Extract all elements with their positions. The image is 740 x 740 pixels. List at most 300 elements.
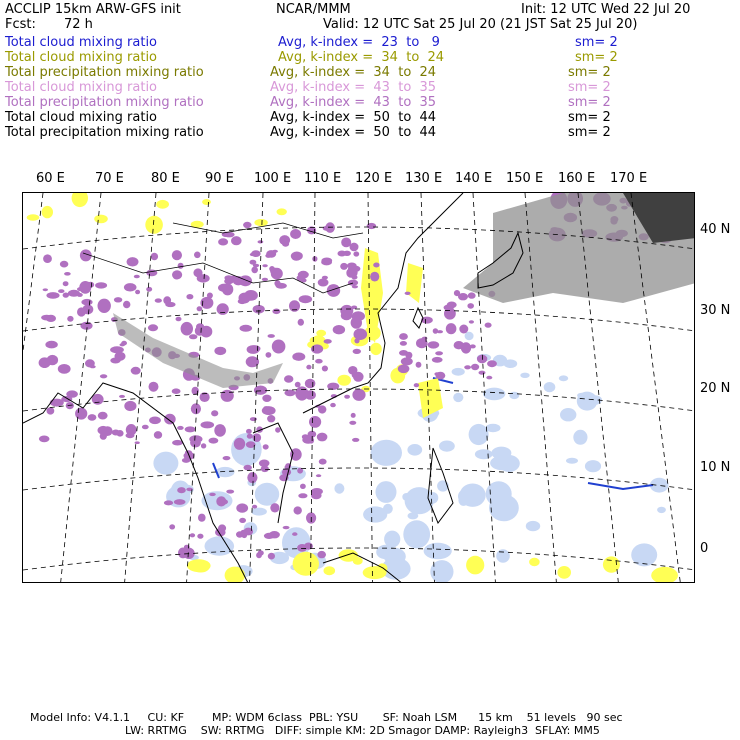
cloud-purple bbox=[263, 406, 269, 410]
lon-label: 150 E bbox=[506, 171, 544, 186]
cloud-purple bbox=[217, 303, 229, 315]
cloud-purple bbox=[131, 367, 141, 375]
cloud-purple bbox=[190, 533, 195, 537]
cloud-purple bbox=[398, 365, 410, 374]
cloud-purple bbox=[279, 235, 290, 245]
cloud-purple bbox=[297, 544, 307, 552]
cloud-purple bbox=[95, 282, 107, 288]
cloud-purple bbox=[444, 308, 456, 320]
cloud-purple bbox=[83, 304, 94, 314]
cloud-purple bbox=[341, 238, 351, 248]
cloud-light-blue bbox=[496, 549, 510, 562]
cloud-purple bbox=[399, 333, 408, 340]
cloud-purple bbox=[45, 341, 57, 349]
cloud-purple bbox=[459, 325, 468, 334]
cloud-purple bbox=[100, 374, 107, 378]
legend-range: Avg, k-index = 34 to 24 bbox=[270, 65, 437, 80]
cloud-purple bbox=[211, 410, 218, 416]
cloud-purple bbox=[469, 320, 474, 323]
legend-field: Total cloud mixing ratio bbox=[5, 110, 158, 125]
cloud-purple bbox=[88, 414, 97, 421]
legend-smoothing: sm= 2 bbox=[575, 50, 618, 65]
cloud-purple bbox=[299, 295, 312, 303]
cloud-light-blue bbox=[255, 483, 279, 506]
cloud-purple bbox=[221, 390, 234, 402]
cloud-yellow bbox=[466, 556, 484, 575]
cloud-purple bbox=[487, 360, 497, 367]
cloud-purple bbox=[262, 278, 268, 281]
cloud-light-blue bbox=[334, 483, 344, 493]
cloud-purple bbox=[222, 283, 233, 295]
cloud-purple bbox=[252, 505, 257, 509]
legend-field: Total cloud mixing ratio bbox=[5, 35, 158, 50]
cloud-purple bbox=[251, 250, 260, 257]
cloud-purple bbox=[247, 472, 257, 483]
cloud-yellow bbox=[27, 214, 40, 220]
cloud-purple bbox=[352, 438, 359, 442]
cloud-purple bbox=[312, 256, 317, 262]
cloud-light-blue bbox=[376, 481, 397, 503]
cloud-purple bbox=[352, 389, 365, 401]
cloud-purple bbox=[353, 349, 361, 354]
cloud-light-blue bbox=[585, 460, 601, 472]
legend-range: Avg, k-index = 50 to 44 bbox=[270, 110, 437, 125]
cloud-light-blue bbox=[153, 452, 178, 475]
cloud-light-blue bbox=[559, 375, 568, 381]
cloud-purple bbox=[43, 254, 52, 263]
cloud-light-blue bbox=[566, 458, 578, 464]
cloud-purple bbox=[324, 339, 332, 344]
cloud-purple bbox=[174, 499, 186, 505]
cloud-purple bbox=[256, 552, 262, 558]
legend-smoothing: sm= 2 bbox=[568, 125, 611, 140]
cloud-light-blue bbox=[452, 368, 465, 376]
cloud-purple bbox=[272, 309, 280, 315]
cloud-purple bbox=[224, 275, 232, 280]
cloud-yellow bbox=[337, 375, 351, 386]
cloud-light-blue bbox=[363, 506, 387, 522]
cloud-purple bbox=[351, 306, 357, 310]
cloud-yellow bbox=[202, 199, 211, 205]
cloud-purple bbox=[268, 553, 275, 560]
cloud-light-blue bbox=[509, 392, 519, 399]
cloud-purple bbox=[354, 328, 368, 340]
cloud-purple bbox=[247, 434, 253, 439]
legend-range: Avg, k-index = 50 to 44 bbox=[270, 125, 437, 140]
taiwan-coast bbox=[413, 308, 423, 328]
cloud-purple bbox=[119, 395, 125, 398]
cloud-purple bbox=[223, 456, 231, 460]
cloud-purple bbox=[67, 316, 73, 322]
cloud-light-blue bbox=[205, 536, 235, 555]
legend-smoothing: sm= 2 bbox=[568, 110, 611, 125]
cloud-purple bbox=[479, 371, 486, 375]
cloud-purple bbox=[464, 365, 471, 369]
cloud-purple bbox=[240, 325, 253, 332]
cloud-purple bbox=[322, 366, 328, 372]
cloud-purple bbox=[142, 425, 149, 430]
cloud-purple bbox=[309, 416, 321, 428]
cloud-purple bbox=[243, 222, 251, 228]
cloud-purple bbox=[354, 338, 359, 343]
lat-label: 20 N bbox=[700, 381, 731, 396]
cloud-purple bbox=[302, 434, 309, 439]
cloud-purple bbox=[209, 493, 216, 496]
cloud-purple bbox=[253, 433, 262, 442]
cloud-purple bbox=[196, 323, 204, 330]
cloud-purple bbox=[135, 441, 140, 444]
lat-label: 40 N bbox=[700, 222, 731, 237]
cloud-purple bbox=[46, 315, 52, 320]
cloud-yellow bbox=[42, 206, 53, 218]
lat-label: 30 N bbox=[700, 303, 731, 318]
cloud-purple bbox=[268, 334, 275, 338]
cloud-purple bbox=[347, 267, 358, 277]
cloud-purple bbox=[246, 429, 252, 434]
cloud-purple bbox=[241, 530, 248, 535]
cloud-purple bbox=[236, 503, 248, 512]
cloud-purple bbox=[63, 293, 69, 298]
cloud-yellow bbox=[339, 549, 358, 561]
cloud-purple bbox=[295, 390, 300, 395]
cloud-yellow bbox=[187, 559, 211, 572]
cloud-purple bbox=[80, 322, 92, 330]
cloud-purple bbox=[325, 222, 335, 233]
cloud-light-blue bbox=[573, 430, 587, 445]
cloud-purple bbox=[258, 240, 264, 243]
cloud-purple bbox=[267, 415, 275, 422]
cloud-purple bbox=[454, 341, 464, 349]
lon-label: 160 E bbox=[558, 171, 596, 186]
cloud-light-blue bbox=[403, 520, 430, 548]
cloud-purple bbox=[201, 443, 206, 448]
lon-label: 120 E bbox=[355, 171, 393, 186]
cloud-purple bbox=[309, 439, 314, 444]
cloud-yellow bbox=[293, 552, 319, 576]
cloud-purple bbox=[98, 426, 109, 435]
cloud-purple bbox=[164, 414, 176, 425]
cloud-yellow bbox=[277, 208, 287, 215]
cloud-purple bbox=[226, 490, 234, 494]
cloud-light-blue bbox=[490, 456, 514, 471]
cloud-yellow bbox=[254, 219, 267, 226]
cloud-purple bbox=[190, 438, 201, 447]
cloud-purple bbox=[186, 294, 193, 299]
cloud-purple bbox=[169, 524, 175, 529]
cloud-purple bbox=[58, 364, 71, 374]
cloud-purple bbox=[351, 413, 356, 418]
cloud-purple bbox=[266, 250, 276, 258]
cloud-yellow bbox=[406, 263, 423, 303]
cloud-purple bbox=[120, 343, 126, 346]
cloud-purple bbox=[98, 299, 111, 313]
cloud-light-blue bbox=[486, 424, 501, 432]
cloud-yellow bbox=[94, 215, 108, 224]
map-panel bbox=[22, 192, 695, 583]
cloud-purple bbox=[39, 357, 51, 368]
cloud-purple bbox=[110, 346, 124, 353]
cloud-purple bbox=[39, 436, 50, 443]
cloud-purple bbox=[60, 261, 68, 268]
cloud-purple bbox=[154, 431, 162, 439]
cloud-light-blue bbox=[384, 531, 400, 548]
cloud-purple bbox=[317, 433, 328, 442]
cloud-purple bbox=[239, 518, 246, 523]
cloud-purple bbox=[317, 551, 326, 558]
cloud-light-blue bbox=[424, 543, 452, 560]
cloud-purple bbox=[244, 465, 252, 471]
cloud-purple bbox=[124, 401, 136, 411]
cloud-yellow bbox=[529, 558, 540, 566]
cloud-purple bbox=[348, 280, 358, 286]
cloud-purple bbox=[405, 352, 412, 359]
cloud-purple bbox=[318, 279, 329, 287]
cloud-purple bbox=[124, 283, 137, 291]
cloud-purple bbox=[263, 444, 269, 449]
cloud-purple bbox=[485, 323, 492, 328]
cloud-purple bbox=[352, 372, 361, 379]
lon-label: 170 E bbox=[610, 171, 648, 186]
cloud-purple bbox=[321, 258, 332, 264]
cloud-purple bbox=[298, 271, 309, 279]
cloud-purple bbox=[486, 376, 492, 380]
init-time: Init: 12 UTC Wed 22 Jul 20 bbox=[521, 2, 691, 17]
cloud-purple bbox=[85, 282, 91, 287]
cloud-purple bbox=[405, 292, 411, 295]
cloud-light-blue bbox=[504, 359, 518, 368]
cloud-purple bbox=[270, 268, 278, 275]
cloud-purple bbox=[294, 506, 302, 514]
cloud-purple bbox=[165, 302, 175, 307]
cloud-purple bbox=[437, 330, 443, 333]
cloud-purple bbox=[283, 526, 290, 529]
legend-range: Avg, k-index = 23 to 9 bbox=[278, 35, 440, 50]
model-info-line1: Model Info: V4.1.1 CU: KF MP: WDM 6class PBL: YSU SF: Noah LSM 15 km 51 levels 90 sec bbox=[30, 711, 623, 724]
cloud-purple bbox=[46, 292, 59, 299]
cloud-light-blue bbox=[544, 382, 556, 392]
cloud-purple bbox=[284, 390, 295, 397]
cloud-yellow bbox=[557, 566, 571, 579]
cloud-purple bbox=[197, 534, 203, 539]
valid-time: Valid: 12 UTC Sat 25 Jul 20 (21 JST Sat 25 Jul 20) bbox=[323, 17, 638, 32]
cloud-purple bbox=[290, 229, 301, 239]
cloud-purple bbox=[284, 375, 293, 383]
cloud-purple bbox=[262, 264, 267, 267]
cloud-light-blue bbox=[526, 521, 540, 531]
cloud-purple bbox=[373, 263, 379, 268]
cloud-purple bbox=[198, 514, 206, 522]
cloud-purple bbox=[231, 236, 242, 245]
lon-label: 60 E bbox=[36, 171, 65, 186]
cloud-purple bbox=[311, 492, 322, 500]
legend-range: Avg, k-index = 34 to 24 bbox=[278, 50, 445, 65]
lon-label: 110 E bbox=[304, 171, 342, 186]
cloud-purple bbox=[177, 426, 184, 430]
cloud-purple bbox=[126, 433, 135, 438]
legend-field: Total precipitation mixing ratio bbox=[5, 125, 204, 140]
lon-label: 70 E bbox=[95, 171, 124, 186]
cloud-purple bbox=[234, 438, 245, 450]
cloud-purple bbox=[209, 438, 219, 444]
cloud-purple bbox=[264, 533, 274, 539]
cloud-purple bbox=[305, 379, 316, 389]
cloud-purple bbox=[300, 484, 306, 489]
cloud-purple bbox=[319, 459, 327, 465]
cloud-light-blue bbox=[475, 449, 493, 459]
cloud-purple bbox=[189, 334, 197, 339]
cloud-purple bbox=[135, 290, 140, 295]
cloud-yellow bbox=[72, 193, 88, 207]
cloud-purple bbox=[146, 270, 157, 277]
cloud-purple bbox=[176, 317, 182, 322]
lon-label: 80 E bbox=[151, 171, 180, 186]
cloud-purple bbox=[193, 268, 202, 277]
cloud-purple bbox=[218, 524, 226, 532]
legend-field: Total precipitation mixing ratio bbox=[5, 65, 204, 80]
cloud-light-blue bbox=[657, 507, 666, 513]
longitude-gridline bbox=[61, 193, 102, 583]
lon-label: 130 E bbox=[405, 171, 443, 186]
cloud-purple bbox=[266, 352, 272, 358]
cloud-purple bbox=[330, 403, 336, 407]
cloud-purple bbox=[428, 341, 440, 348]
cloud-purple bbox=[414, 383, 419, 387]
cloud-purple bbox=[149, 382, 159, 392]
cloud-purple bbox=[435, 351, 443, 355]
cloud-purple bbox=[295, 382, 301, 388]
cloud-purple bbox=[272, 340, 286, 354]
cloud-purple bbox=[400, 341, 407, 346]
cloud-purple bbox=[352, 311, 365, 321]
lat-label: 0 bbox=[700, 541, 709, 556]
cloud-purple bbox=[259, 460, 270, 467]
cloud-light-blue bbox=[520, 373, 529, 378]
cloud-purple bbox=[250, 345, 261, 352]
cloud-yellow bbox=[145, 216, 163, 234]
cloud-purple bbox=[61, 396, 72, 402]
cloud-purple bbox=[338, 251, 347, 257]
cloud-purple bbox=[250, 417, 257, 421]
cloud-purple bbox=[446, 323, 457, 334]
cloud-purple bbox=[64, 272, 71, 276]
cloud-purple bbox=[194, 252, 201, 259]
cloud-purple bbox=[468, 292, 476, 298]
cloud-purple bbox=[292, 532, 297, 536]
cloud-purple bbox=[253, 264, 259, 267]
cloud-purple bbox=[333, 325, 345, 334]
cloud-purple bbox=[244, 290, 258, 301]
cloud-light-blue bbox=[483, 388, 505, 401]
cloud-purple bbox=[298, 319, 304, 326]
cloud-purple bbox=[340, 263, 348, 270]
cloud-purple bbox=[454, 290, 460, 296]
cloud-purple bbox=[149, 417, 161, 425]
cloud-purple bbox=[306, 365, 311, 370]
cloud-purple bbox=[201, 421, 215, 428]
cloud-purple bbox=[471, 364, 479, 370]
model-info-line2: LW: RRTMG SW: RRTMG DIFF: simple KM: 2D Smagor DAMP: Rayleigh3 SFLAY: MM5 bbox=[125, 724, 600, 737]
lon-label: 140 E bbox=[455, 171, 493, 186]
cloud-light-blue bbox=[458, 495, 468, 506]
cloud-purple bbox=[216, 496, 226, 506]
cloud-light-blue bbox=[469, 424, 489, 445]
cloud-purple bbox=[172, 388, 181, 394]
cloud-purple bbox=[270, 503, 279, 512]
cloud-purple bbox=[134, 275, 140, 279]
cloud-light-blue bbox=[371, 440, 402, 466]
cloud-purple bbox=[416, 362, 422, 368]
cloud-light-blue bbox=[560, 408, 576, 421]
cloud-purple bbox=[401, 357, 413, 365]
cloud-purple bbox=[276, 283, 287, 289]
cloud-light-blue bbox=[465, 332, 474, 340]
cloud-purple bbox=[164, 500, 173, 505]
cloud-purple bbox=[370, 272, 379, 282]
cloud-purple bbox=[112, 430, 120, 436]
legend-smoothing: sm= 2 bbox=[568, 65, 611, 80]
cloud-purple bbox=[214, 347, 226, 355]
legend-smoothing: sm= 2 bbox=[568, 80, 611, 95]
cloud-purple bbox=[123, 301, 130, 309]
cloud-purple bbox=[58, 289, 64, 293]
cloud-purple bbox=[218, 238, 228, 245]
center-label: NCAR/MMM bbox=[276, 2, 351, 17]
cloud-purple bbox=[197, 306, 203, 311]
legend-field: Total cloud mixing ratio bbox=[5, 80, 158, 95]
cloud-purple bbox=[191, 403, 201, 414]
cloud-purple bbox=[341, 311, 352, 320]
cloud-purple bbox=[185, 426, 196, 432]
lon-label: 100 E bbox=[254, 171, 292, 186]
cloud-purple bbox=[75, 408, 87, 420]
cloud-light-blue bbox=[251, 508, 267, 516]
cloud-purple bbox=[172, 440, 183, 446]
cloud-purple bbox=[467, 303, 474, 309]
cloud-purple bbox=[262, 395, 271, 402]
lat-label: 10 N bbox=[700, 460, 731, 475]
cloud-purple bbox=[127, 257, 139, 266]
fcst-value: 72 h bbox=[64, 17, 93, 32]
cloud-yellow bbox=[651, 567, 678, 583]
cloud-purple bbox=[155, 298, 162, 302]
cloud-purple bbox=[114, 297, 122, 302]
cloud-purple bbox=[214, 424, 226, 437]
cloud-light-blue bbox=[439, 441, 455, 452]
cloud-purple bbox=[353, 251, 359, 256]
legend-smoothing: sm= 2 bbox=[568, 95, 611, 110]
cloud-purple bbox=[344, 395, 350, 399]
cloud-yellow bbox=[156, 200, 169, 209]
cloud-purple bbox=[315, 359, 323, 364]
cloud-purple bbox=[178, 263, 184, 269]
cloud-purple bbox=[146, 287, 152, 292]
cloud-purple bbox=[81, 299, 92, 305]
forecast-map bbox=[23, 193, 695, 583]
cloud-purple bbox=[148, 324, 158, 331]
cloud-purple bbox=[43, 288, 48, 291]
cloud-purple bbox=[77, 293, 83, 297]
cloud-purple bbox=[177, 487, 186, 493]
cloud-purple bbox=[63, 281, 69, 286]
legend-range: Avg, k-index = 43 to 35 bbox=[270, 80, 437, 95]
cloud-purple bbox=[47, 407, 55, 414]
cloud-purple bbox=[297, 253, 303, 258]
cloud-purple bbox=[251, 267, 258, 274]
cloud-purple bbox=[316, 474, 321, 477]
cloud-purple bbox=[298, 493, 307, 498]
cloud-purple bbox=[172, 250, 182, 260]
cloud-purple bbox=[434, 372, 439, 375]
